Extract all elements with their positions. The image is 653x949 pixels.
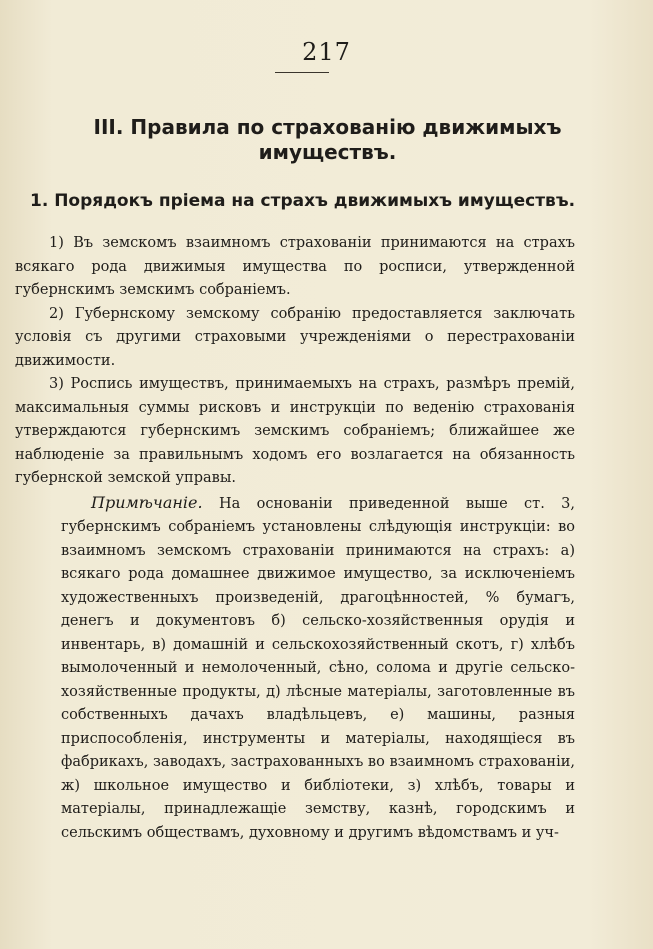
paragraph-1: 1) Въ земскомъ взаимномъ страхованіи принимаются на страхъ всякаго рода движимыя имущества по росписи, утвержденной губернскимъ земскимъ собраніемъ. — [15, 235, 575, 298]
note-label: Примѣчаніе. — [91, 492, 203, 512]
page-number: 217 — [302, 38, 351, 66]
paragraph-3: 3) Роспись имуществъ, принимаемыхъ на страхъ, размѣръ премій, максимальныя суммы рисковъ и инструкціи по веденію страхованія утверждаются губернскимъ земскимъ собраніемъ; ближайшее же наблюденіе за правильнымъ ходомъ его возлагается на обязанность губернской земской управы. — [15, 376, 575, 486]
section-title: III. Правила по страхованію движимыхъ имуществъ. — [93, 115, 562, 164]
note-text: На основаніи приведенной выше ст. 3, губернскимъ собраніемъ установлены слѣдующія инструкціи: во взаимномъ земскомъ страхованіи принимаются на страхъ: а) всякаго рода домашнее движимое имущество, за исключеніемъ художественныхъ произведеній, драгоцѣнностей, % бумагъ, денегъ и документовъ б) сельско-хозяйственныя орудія и инвентарь, в) домашній и сельскохозяйственный скотъ, г) хлѣбъ вымолоченный и немолоченный, сѣно, солома и другіе сельско-хозяйственные продукты, д) лѣсные матеріалы, заготовленные въ собственныхъ дачахъ владѣльцевъ, е) машины, разныя приспособленія, инструменты и матеріалы, находящіеся въ фабрикахъ, заводахъ, застрахованныхъ во взаимномъ страхованіи, ж) школьное имущество и библіотеки, з) хлѣбъ, товары и матеріалы, принадлежащіе земству, казнѣ, городскимъ и сельскимъ обществамъ, духовному и другимъ вѣдомствамъ и уч- — [61, 495, 575, 841]
body-text — [15, 232, 575, 845]
subsection-title: 1. Порядокъ пріема на страхъ движимыхъ имуществъ. — [30, 191, 576, 211]
note-paragraph — [61, 491, 575, 846]
page-number-underline — [275, 72, 329, 73]
paragraph-2: 2) Губернскому земскому собранію предоставляется заключать условія съ другими страховыми учрежденіями о перестрахованіи движимости. — [15, 305, 575, 369]
